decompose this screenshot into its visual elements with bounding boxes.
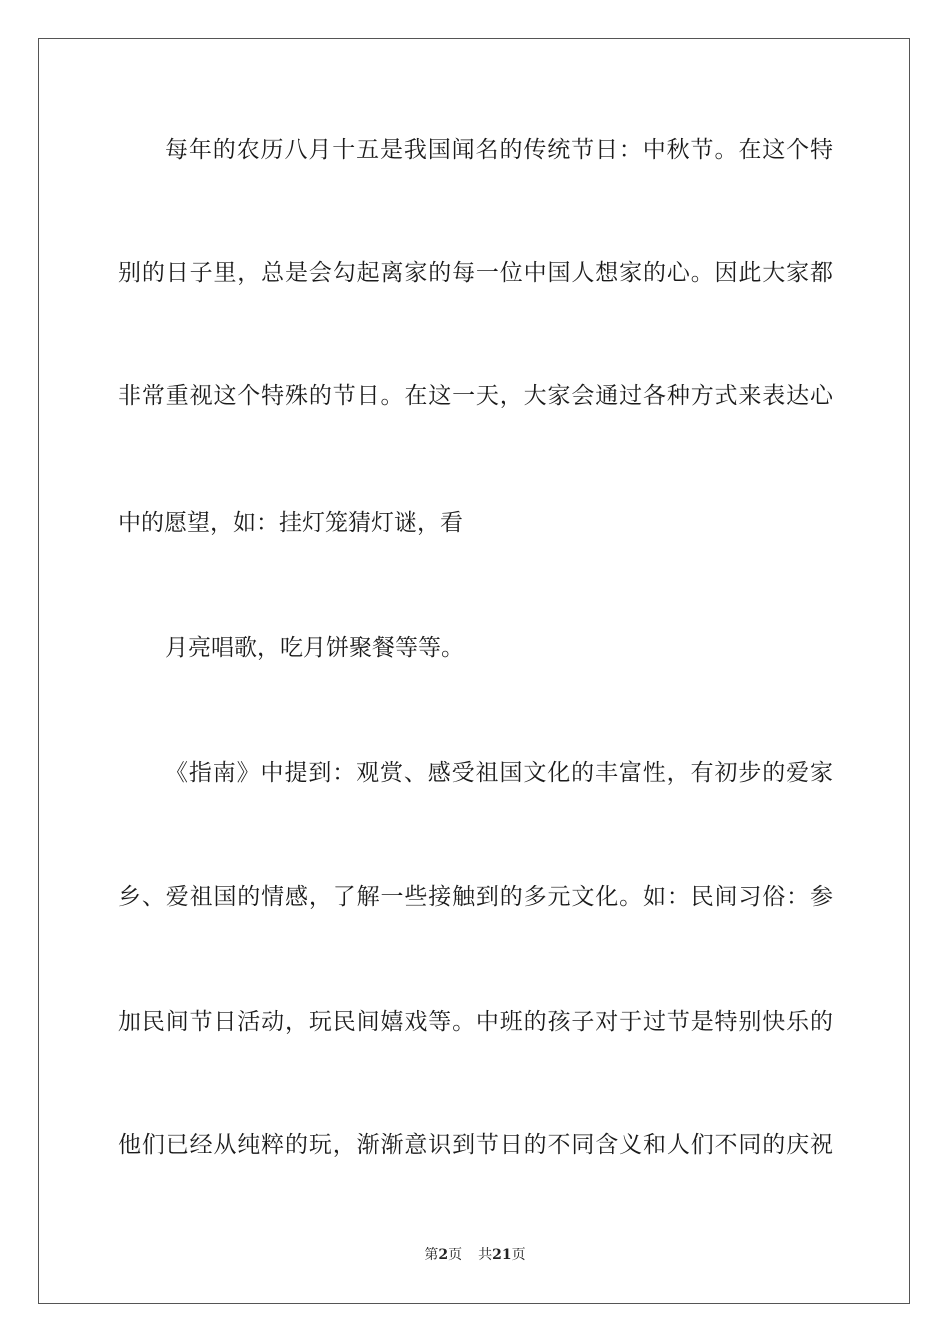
total-unit: 页 [511, 1247, 526, 1263]
current-page-number: 2 [438, 1247, 449, 1263]
page-unit: 页 [448, 1247, 463, 1263]
page-border [38, 38, 910, 1304]
paragraph-line: 中的愿望，如：挂灯笼猜灯谜，看 [118, 510, 463, 536]
paragraph-line: 月亮唱歌，吃月饼聚餐等等。 [165, 635, 464, 661]
paragraph-line: 每年的农历八月十五是我国闻名的传统节日：中秋节。在这个特 [165, 137, 833, 163]
page-footer [0, 1245, 950, 1265]
total-page-count: 21 [492, 1247, 512, 1263]
paragraph-line: 别的日子里，总是会勾起离家的每一位中国人想家的心。因此大家都 [118, 260, 833, 286]
paragraph-line: 加民间节日活动，玩民间嬉戏等。中班的孩子对于过节是特别快乐的 [118, 1009, 833, 1035]
paragraph-line: 他们已经从纯粹的玩，渐渐意识到节日的不同含义和人们不同的庆祝 [118, 1132, 833, 1158]
page-prefix: 第 [424, 1247, 439, 1263]
paragraph-line: 非常重视这个特殊的节日。在这一天，大家会通过各种方式来表达心 [118, 383, 833, 409]
paragraph-line: 乡、爱祖国的情感，了解一些接触到的多元文化。如：民间习俗：参 [118, 884, 833, 910]
total-prefix: 共 [478, 1247, 493, 1263]
paragraph-line: 《指南》中提到：观赏、感受祖国文化的丰富性，有初步的爱家 [165, 760, 833, 786]
